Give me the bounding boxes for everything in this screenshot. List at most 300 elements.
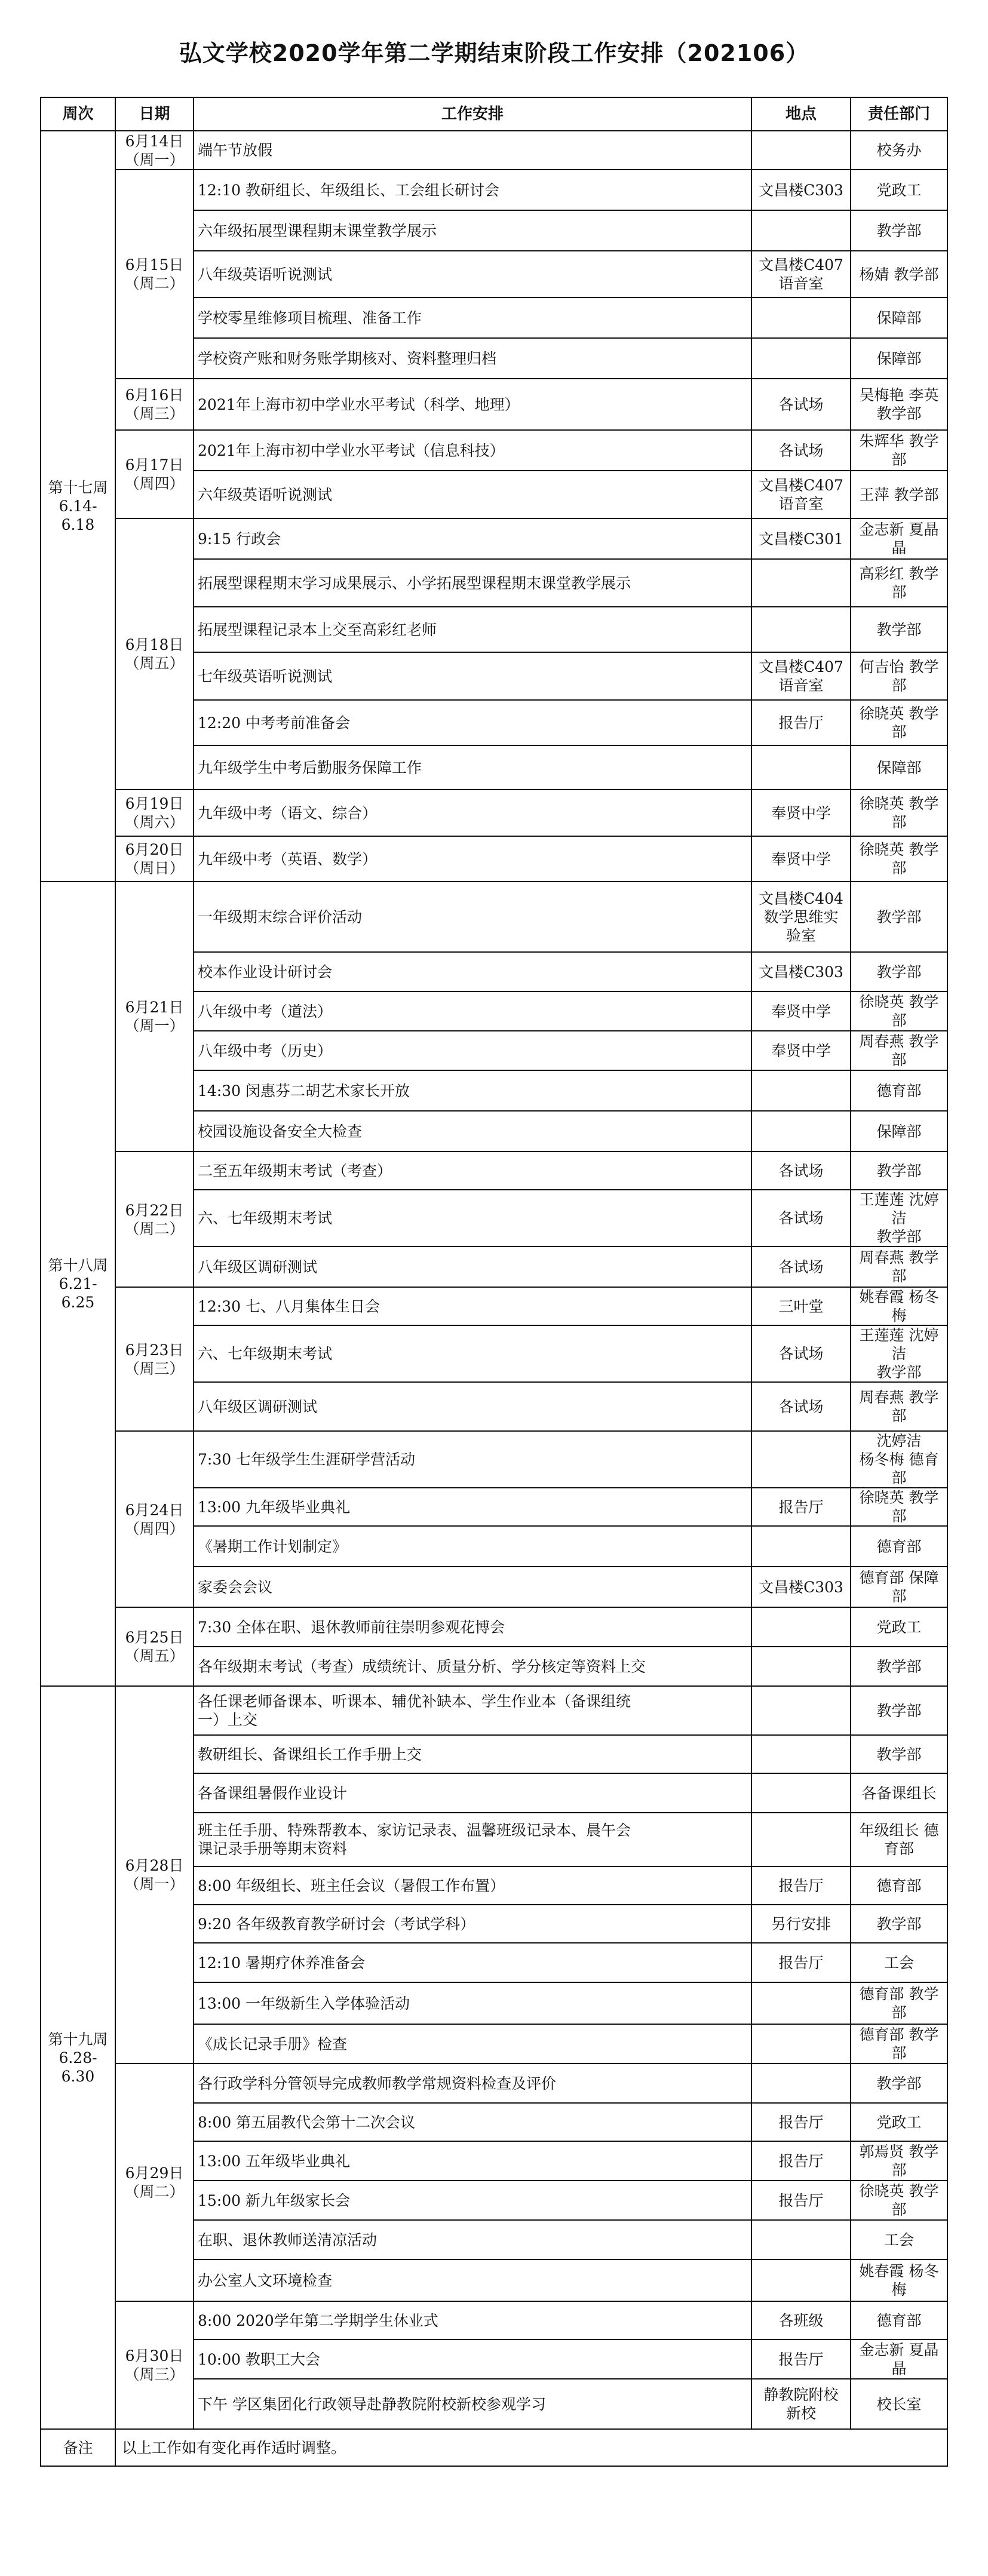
task-cell <box>194 1031 751 1070</box>
cell-line: 工会 <box>883 1954 914 1972</box>
cell-line: 文昌楼C407 <box>759 477 843 494</box>
cell-line: 党政工 <box>876 1618 922 1636</box>
task-cell <box>194 251 751 297</box>
dept-cell <box>851 1246 947 1287</box>
location-cell <box>751 1190 851 1246</box>
date-cell <box>115 170 194 379</box>
location-cell <box>751 338 851 379</box>
location-cell <box>751 882 851 952</box>
location-cell <box>751 1686 851 1735</box>
location-cell <box>751 790 851 836</box>
cell-line: 各试场 <box>778 1209 824 1227</box>
location-cell <box>751 2103 851 2141</box>
cell-line: 班主任手册、特殊帮教本、家访记录表、温馨班级记录本、晨午会 <box>198 1822 631 1839</box>
dept-cell <box>851 652 947 700</box>
task-cell <box>194 2181 751 2220</box>
task-cell <box>194 2379 751 2429</box>
cell-line: 7:30 七年级学生生涯研学营活动 <box>198 1451 416 1468</box>
cell-line: 8:00 年级组长、班主任会议（暑假工作布置） <box>198 1877 505 1895</box>
cell-line: 二至五年级期末考试（考查） <box>198 1162 392 1180</box>
cell-line: 各年级期末考试（考查）成绩统计、质量分析、学分核定等资料上交 <box>198 1657 646 1675</box>
cell-line: 6月28日 <box>125 1857 184 1874</box>
location-cell <box>751 991 851 1031</box>
cell-line: 一年级期末综合评价活动 <box>198 908 363 926</box>
task-cell <box>194 559 751 607</box>
table-row <box>41 1287 947 1325</box>
dept-cell <box>851 131 947 170</box>
cell-line: 党政工 <box>876 2113 922 2131</box>
dept-cell <box>851 607 947 652</box>
task-cell <box>194 882 751 952</box>
cell-line: 语音室 <box>778 275 824 292</box>
location-cell <box>751 379 851 430</box>
location-cell <box>751 1735 851 1773</box>
cell-line: 12:30 七、八月集体生日会 <box>198 1297 380 1315</box>
dept-cell <box>851 1567 947 1607</box>
cell-line: 教学部 <box>876 1702 922 1720</box>
task-cell <box>194 745 751 790</box>
dept-cell <box>851 991 947 1031</box>
page-title: 弘文学校2020学年第二学期结束阶段工作安排（202106） <box>179 40 809 66</box>
cell-line: 八年级英语听说测试 <box>198 265 333 283</box>
cell-line: 在职、退休教师送清凉活动 <box>198 2231 378 2249</box>
task-cell <box>194 991 751 1031</box>
task-cell <box>194 836 751 882</box>
table-row <box>41 131 947 170</box>
dept-cell <box>851 1031 947 1070</box>
cell-line: 六、七年级期末考试 <box>198 1209 333 1227</box>
cell-line: 德育部 <box>876 1877 922 1895</box>
location-cell <box>751 1031 851 1070</box>
task-cell <box>194 210 751 251</box>
week-cell <box>41 131 115 882</box>
cell-line: 教学部 <box>876 1364 922 1381</box>
date-cell <box>115 1287 194 1431</box>
location-cell <box>751 652 851 700</box>
dept-cell <box>851 2024 947 2064</box>
cell-line: 第十八周 <box>48 1257 108 1274</box>
dept-cell <box>851 2181 947 2220</box>
cell-line: 另行安排 <box>771 1915 831 1933</box>
location-cell <box>751 1431 851 1488</box>
dept-cell <box>851 1526 947 1567</box>
date-cell <box>115 836 194 882</box>
task-cell <box>194 1813 751 1866</box>
location-cell <box>751 1070 851 1111</box>
task-cell <box>194 1190 751 1246</box>
cell-line: 周春燕 教学部 <box>859 1249 939 1285</box>
location-cell <box>751 952 851 991</box>
dept-cell <box>851 251 947 297</box>
task-cell <box>194 607 751 652</box>
table-header-row <box>41 97 947 131</box>
task-cell <box>194 430 751 471</box>
cell-line: 金志新 夏晶晶 <box>859 2341 939 2377</box>
dept-cell <box>851 1325 947 1382</box>
cell-line: 奉贤中学 <box>771 850 831 868</box>
location-cell <box>751 131 851 170</box>
cell-line: 语音室 <box>778 677 824 694</box>
cell-line: （周二） <box>124 1220 185 1238</box>
cell-line: 语音室 <box>778 495 824 512</box>
dept-cell <box>851 1382 947 1431</box>
cell-line: 姚春霞 杨冬梅 <box>859 2262 939 2298</box>
cell-line: 吴梅艳 李英 <box>859 386 939 404</box>
cell-line: 党政工 <box>876 181 922 199</box>
dept-cell <box>851 210 947 251</box>
cell-line: 文昌楼C404 <box>759 889 843 907</box>
header-task: 工作安排 <box>194 97 751 131</box>
dept-cell <box>851 952 947 991</box>
cell-line: 德育部 保障部 <box>859 1569 939 1605</box>
cell-line: 报告厅 <box>778 1954 824 1972</box>
task-cell <box>194 1325 751 1382</box>
task-cell <box>194 1567 751 1607</box>
location-cell <box>751 2339 851 2379</box>
schedule-table <box>40 97 948 2467</box>
table-row <box>41 2301 947 2339</box>
cell-line: 教学部 <box>876 405 922 422</box>
date-cell <box>115 131 194 170</box>
task-cell <box>194 2141 751 2181</box>
cell-line: 学校零星维修项目梳理、准备工作 <box>198 309 422 327</box>
task-cell <box>194 297 751 338</box>
cell-line: 第十九周 <box>48 2030 108 2048</box>
cell-line: （周一） <box>124 1017 185 1034</box>
dept-cell <box>851 518 947 559</box>
task-cell <box>194 338 751 379</box>
remark-text: 以上工作如有变化再作适时调整。 <box>115 2429 947 2466</box>
cell-line: （周三） <box>124 405 185 422</box>
task-cell <box>194 379 751 430</box>
location-cell <box>751 2301 851 2339</box>
task-cell <box>194 1607 751 1647</box>
header-location: 地点 <box>751 97 851 131</box>
cell-line: 9:20 各年级教育教学研讨会（考试学科） <box>198 1915 475 1933</box>
location-cell <box>751 1813 851 1866</box>
task-cell <box>194 1070 751 1111</box>
schedule-body <box>41 131 947 2466</box>
cell-line: 12:20 中考考前准备会 <box>198 714 350 732</box>
task-cell <box>194 1905 751 1943</box>
cell-line: 徐晓英 教学部 <box>859 993 939 1029</box>
table-row <box>41 1152 947 1190</box>
cell-line: 工会 <box>883 2231 914 2249</box>
cell-line: 文昌楼C407 <box>759 658 843 676</box>
dept-cell <box>851 790 947 836</box>
cell-line: 报告厅 <box>778 2191 824 2209</box>
dept-cell <box>851 379 947 430</box>
cell-line: 14:30 闵惠芬二胡艺术家长开放 <box>198 1082 410 1100</box>
dept-cell <box>851 430 947 471</box>
cell-line: 王萍 教学部 <box>859 486 939 503</box>
task-cell <box>194 1686 751 1735</box>
cell-line: 各任课老师备课本、听课本、辅优补缺本、学生作业本（备课组统 <box>198 1693 631 1710</box>
location-cell <box>751 210 851 251</box>
dept-cell <box>851 745 947 790</box>
location-cell <box>751 2064 851 2103</box>
cell-line: 拓展型课程期末学习成果展示、小学拓展型课程期末课堂教学展示 <box>198 574 631 592</box>
cell-line: 德育部 <box>876 1537 922 1555</box>
location-cell <box>751 2379 851 2429</box>
cell-line: 6月23日 <box>125 1341 184 1359</box>
cell-line: （周四） <box>124 1519 185 1537</box>
table-row <box>41 170 947 210</box>
cell-line: 报告厅 <box>778 2152 824 2170</box>
cell-line: 各备课组暑假作业设计 <box>198 1784 348 1802</box>
cell-line: 各班级 <box>778 2311 824 2329</box>
date-cell <box>115 790 194 836</box>
table-row <box>41 379 947 430</box>
location-cell <box>751 1567 851 1607</box>
dept-cell <box>851 2379 947 2429</box>
week-cell <box>41 1686 115 2429</box>
task-cell <box>194 652 751 700</box>
cell-line: 周春燕 教学部 <box>859 1033 939 1069</box>
task-cell <box>194 1152 751 1190</box>
cell-line: 周春燕 教学部 <box>859 1389 939 1424</box>
table-row <box>41 1607 947 1647</box>
task-cell <box>194 1246 751 1287</box>
cell-line: 各试场 <box>778 1258 824 1276</box>
cell-line: 文昌楼C301 <box>759 530 843 548</box>
cell-line: 新校 <box>786 2405 816 2422</box>
cell-line: 教学部 <box>876 1915 922 1933</box>
dept-cell <box>851 170 947 210</box>
location-cell <box>751 559 851 607</box>
task-cell <box>194 1866 751 1905</box>
dept-cell <box>851 1190 947 1246</box>
task-cell <box>194 1382 751 1431</box>
date-cell <box>115 1607 194 1686</box>
cell-line: 金志新 夏晶晶 <box>859 521 939 557</box>
task-cell <box>194 2220 751 2259</box>
week-cell <box>41 882 115 1686</box>
cell-line: 6月21日 <box>125 999 184 1016</box>
cell-line: 端午节放假 <box>198 142 273 159</box>
cell-line: 6月19日 <box>125 795 184 812</box>
dept-cell <box>851 836 947 882</box>
cell-line: 姚春霞 杨冬梅 <box>859 1288 939 1324</box>
dept-cell <box>851 700 947 745</box>
cell-line: 六年级拓展型课程期末课堂教学展示 <box>198 222 437 240</box>
cell-line: 报告厅 <box>778 2350 824 2368</box>
cell-line: （周一） <box>124 151 185 168</box>
cell-line: 沈婷洁 <box>876 1432 922 1450</box>
cell-line: 文昌楼C407 <box>759 256 843 274</box>
location-cell <box>751 2181 851 2220</box>
cell-line: 6月16日 <box>125 386 184 404</box>
task-cell <box>194 1488 751 1526</box>
header-date: 日期 <box>115 97 194 131</box>
cell-line: 各试场 <box>778 395 824 413</box>
location-cell <box>751 1382 851 1431</box>
table-row <box>41 882 947 952</box>
cell-line: 报告厅 <box>778 2113 824 2131</box>
location-cell <box>751 700 851 745</box>
header-dept: 责任部门 <box>851 97 947 131</box>
cell-line: 九年级中考（语文、综合） <box>198 804 378 822</box>
task-cell <box>194 952 751 991</box>
table-row <box>41 518 947 559</box>
dept-cell <box>851 1607 947 1647</box>
cell-line: 静教院附校 <box>763 2386 839 2403</box>
cell-line: 徐晓英 教学部 <box>859 1489 939 1525</box>
cell-line: 教学部 <box>876 1228 922 1245</box>
dept-cell <box>851 1647 947 1686</box>
task-cell <box>194 1735 751 1773</box>
cell-line: 6月24日 <box>125 1501 184 1519</box>
table-row <box>41 1686 947 1735</box>
cell-line: 教学部 <box>876 908 922 926</box>
location-cell <box>751 297 851 338</box>
cell-line: 6月25日 <box>125 1629 184 1646</box>
date-cell <box>115 1152 194 1287</box>
cell-line: 6月15日 <box>125 256 184 274</box>
cell-line: 家委会会议 <box>198 1578 273 1596</box>
cell-line: 6月20日 <box>125 841 184 858</box>
location-cell <box>751 2141 851 2181</box>
cell-line: 教学部 <box>876 1745 922 1763</box>
cell-line: 6月14日 <box>125 132 184 150</box>
location-cell <box>751 1526 851 1567</box>
cell-line: 各试场 <box>778 1398 824 1416</box>
cell-line: 杨婧 教学部 <box>859 265 939 283</box>
cell-line: 12:10 教研组长、年级组长、工会组长研讨会 <box>198 181 499 199</box>
dept-cell <box>851 1488 947 1526</box>
cell-line: 一）上交 <box>198 1711 258 1728</box>
location-cell <box>751 1773 851 1813</box>
cell-line: 徐晓英 教学部 <box>859 2182 939 2218</box>
cell-line: 6.14-6.18 <box>59 498 97 533</box>
dept-cell <box>851 882 947 952</box>
cell-line: 课记录手册等期末资料 <box>198 1840 348 1857</box>
location-cell <box>751 836 851 882</box>
dept-cell <box>851 1773 947 1813</box>
task-cell <box>194 471 751 518</box>
cell-line: 八年级区调研测试 <box>198 1398 318 1416</box>
cell-line: 教学部 <box>876 222 922 240</box>
dept-cell <box>851 2259 947 2301</box>
dept-cell <box>851 2103 947 2141</box>
cell-line: （周二） <box>124 2183 185 2200</box>
dept-cell <box>851 1866 947 1905</box>
location-cell <box>751 430 851 471</box>
cell-line: （周三） <box>124 1359 185 1377</box>
cell-line: 文昌楼C303 <box>759 181 843 199</box>
cell-line: 6月29日 <box>125 2164 184 2182</box>
dept-cell <box>851 1686 947 1735</box>
location-cell <box>751 471 851 518</box>
task-cell <box>194 131 751 170</box>
table-row <box>41 2064 947 2103</box>
location-cell <box>751 1982 851 2024</box>
cell-line: 保障部 <box>876 349 922 367</box>
cell-line: 13:00 五年级毕业典礼 <box>198 2152 350 2170</box>
cell-line: （周四） <box>124 475 185 492</box>
cell-line: 三叶堂 <box>778 1297 824 1315</box>
cell-line: 文昌楼C303 <box>759 963 843 981</box>
cell-line: 6.28-6.30 <box>59 2049 97 2085</box>
task-cell <box>194 2259 751 2301</box>
cell-line: 德育部 教学部 <box>859 1985 939 2021</box>
cell-line: 12:10 暑期疗休养准备会 <box>198 1954 365 1972</box>
location-cell <box>751 1287 851 1325</box>
date-cell <box>115 1686 194 2064</box>
cell-line: 六、七年级期末考试 <box>198 1345 333 1362</box>
cell-line: 数学思维实 <box>763 908 839 926</box>
cell-line: （周三） <box>124 2366 185 2383</box>
dept-cell <box>851 2301 947 2339</box>
cell-line: 校本作业设计研讨会 <box>198 963 333 981</box>
cell-line: 王莲莲 沈婷洁 <box>859 1191 939 1227</box>
cell-line: （周五） <box>124 1647 185 1665</box>
task-cell <box>194 1982 751 2024</box>
cell-line: 学校资产账和财务账学期核对、资料整理归档 <box>198 349 497 367</box>
task-cell <box>194 1431 751 1488</box>
cell-line: 6月22日 <box>125 1201 184 1219</box>
cell-line: （周二） <box>124 275 185 292</box>
task-cell <box>194 2064 751 2103</box>
location-cell <box>751 1905 851 1943</box>
cell-line: 教学部 <box>876 1657 922 1675</box>
dept-cell <box>851 1735 947 1773</box>
cell-line: 徐晓英 教学部 <box>859 795 939 831</box>
dept-cell <box>851 2220 947 2259</box>
cell-line: 保障部 <box>876 759 922 776</box>
cell-line: 9:15 行政会 <box>198 530 281 548</box>
cell-line: 保障部 <box>876 309 922 327</box>
dept-cell <box>851 1905 947 1943</box>
date-cell <box>115 379 194 430</box>
task-cell <box>194 1111 751 1152</box>
location-cell <box>751 607 851 652</box>
cell-line: 年级组长 德育部 <box>859 1822 939 1857</box>
cell-line: 七年级英语听说测试 <box>198 667 333 685</box>
cell-line: 王莲莲 沈婷洁 <box>859 1327 939 1362</box>
cell-line: 13:00 一年级新生入学体验活动 <box>198 1994 410 2012</box>
table-row <box>41 836 947 882</box>
cell-line: 文昌楼C303 <box>759 1578 843 1596</box>
task-cell <box>194 2339 751 2379</box>
cell-line: 六年级英语听说测试 <box>198 486 333 503</box>
cell-line: 报告厅 <box>778 1498 824 1516</box>
cell-line: 13:00 九年级毕业典礼 <box>198 1498 350 1516</box>
dept-cell <box>851 297 947 338</box>
date-cell <box>115 882 194 1152</box>
task-cell <box>194 1287 751 1325</box>
dept-cell <box>851 338 947 379</box>
cell-line: 杨冬梅 德育部 <box>859 1451 939 1487</box>
cell-line: （周日） <box>124 859 185 877</box>
cell-line: 奉贤中学 <box>771 1042 831 1060</box>
task-cell <box>194 1943 751 1982</box>
date-cell <box>115 2064 194 2301</box>
location-cell <box>751 1607 851 1647</box>
header-week: 周次 <box>41 97 115 131</box>
dept-cell <box>851 559 947 607</box>
task-cell <box>194 1526 751 1567</box>
dept-cell <box>851 1431 947 1488</box>
location-cell <box>751 251 851 297</box>
cell-line: 何吉怡 教学部 <box>859 658 939 694</box>
dept-cell <box>851 1111 947 1152</box>
cell-line: 校长室 <box>876 2395 922 2413</box>
task-cell <box>194 2103 751 2141</box>
cell-line: 校园设施设备安全大检查 <box>198 1122 363 1140</box>
cell-line: 九年级中考（英语、数学） <box>198 850 378 868</box>
cell-line: 教学部 <box>876 1162 922 1180</box>
